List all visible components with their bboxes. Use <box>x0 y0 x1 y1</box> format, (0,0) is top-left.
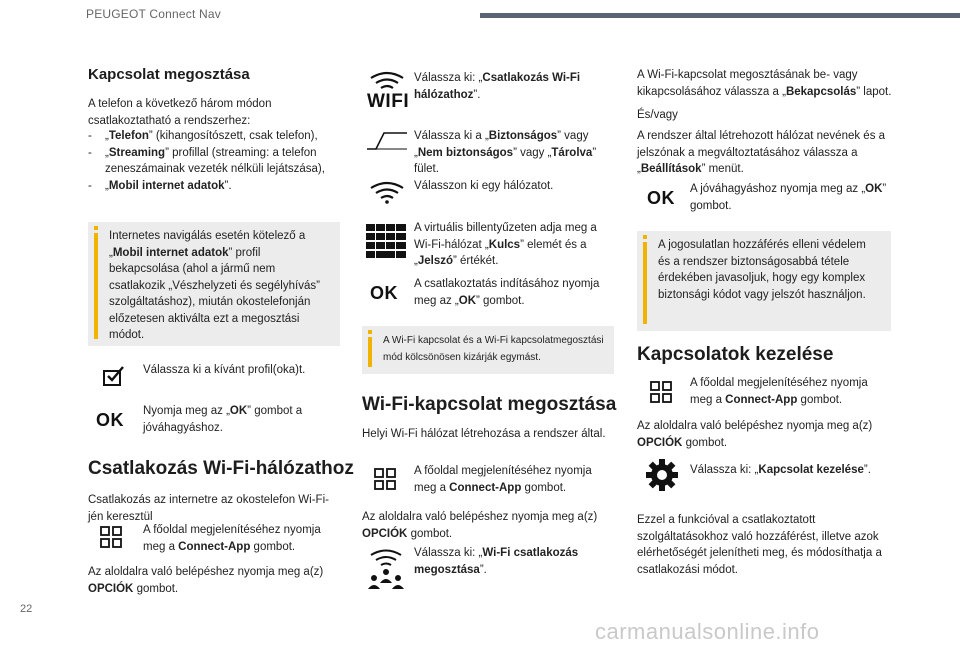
step-select-wifi-share: Válassza ki: „Wi-Fi csatlakozás megosztása”. <box>414 547 579 576</box>
col1-wifi-intro: Csatlakozás az internetre az okostelefon Wi-Fi-jén keresztül <box>88 494 329 523</box>
col2-intro: Helyi Wi-Fi hálózat létrehozása a rendszer által. <box>362 428 606 440</box>
step-select-tab: Válassza ki a „Biztonságos” vagy „Nem biztonságos” vagy „Tárolva” fület. Válasszon ki egy hálózatot. <box>414 130 597 192</box>
step-press-ok: A jóváhagyáshoz nyomja meg az „OK” gombot. <box>690 183 887 212</box>
section-title-manage: Kapcsolatok kezelése <box>637 344 834 365</box>
step-press-ok: Nyomja meg az „OK” gombot a jóváhagyáshoz. <box>143 405 303 434</box>
step-connect-app: A főoldal megjelenítéséhez nyomja meg a Connect-App gombot. <box>690 377 868 406</box>
wifi-icon <box>367 70 407 92</box>
section-title-sharing: Kapcsolat megosztása <box>88 66 250 83</box>
checkbox-icon <box>101 365 125 387</box>
page-number: 22 <box>20 603 33 615</box>
step-connect-app: A főoldal megjelenítéséhez nyomja meg a Connect-App gombot. <box>143 524 321 553</box>
list-item: - „Mobil internet adatok”. <box>88 179 232 192</box>
step-select-manage: Válassza ki: „Kapcsolat kezelése”. <box>690 464 871 476</box>
col1-intro: A telefon a következő három módon csatlakoztatható a rendszerhez: <box>88 98 272 127</box>
ok-icon: OK <box>96 410 124 430</box>
list-item: - „Telefon” (kihangosítószett, csak telefon), <box>88 130 318 142</box>
wifi-label: WIFI <box>367 91 410 112</box>
col3-settings: A rendszer által létrehozott hálózat nevének és a jelszónak a megváltoztatásához válassza a „Beállítások” menüt. <box>637 130 886 175</box>
ok-icon: OK <box>647 188 675 208</box>
connect-app-icon <box>373 467 397 491</box>
header-title: PEUGEOT Connect Nav <box>86 7 221 21</box>
list-item: - „Streaming” profillal (streaming: a telefon zeneszámainak vezeték nélküli lejátszása), <box>88 146 325 175</box>
col3-andor: És/vagy <box>637 109 678 121</box>
gear-icon <box>645 458 679 492</box>
col1-options: Az aloldalra való belépéshez nyomja meg a(z) OPCIÓK gombot. <box>88 566 324 595</box>
header-bar <box>480 13 960 18</box>
section-title-wifi-connect: Csatlakozás Wi-Fi-hálózathoz <box>88 458 354 479</box>
tab-icon <box>366 131 408 151</box>
connect-app-icon <box>99 525 123 549</box>
col3-enable: A Wi-Fi-kapcsolat megosztásának be- vagy kikapcsolásához válassza a „Bekapcsolás” lapot. <box>637 69 892 98</box>
wifi-icon <box>367 180 407 204</box>
step-press-ok: A csatlakoztatás indításához nyomja meg az „OK” gombot. <box>414 278 600 307</box>
col2-options: Az aloldalra való belépéshez nyomja meg a(z) OPCIÓK gombot. <box>362 511 598 540</box>
info-note: Internetes navigálás esetén kötelező a „Mobil internet adatok” profil bekapcsolása (ahol a jármű nem csatlakozik „Vészhelyzeti és segélyhívás” szolgáltatáshoz), miután okostelefonján előzetesen aktiválta ezt a megosztási módot. <box>88 222 340 346</box>
info-note: A jogosulatlan hozzáférés elleni védelem és a rendszer biztonságosabbá tétele érdekében javasoljuk, hogy egy komplex biztonsági kódot vagy jelszót használjon. <box>637 231 891 331</box>
keyboard-icon <box>366 224 406 258</box>
step-connect-app: A főoldal megjelenítéséhez nyomja meg a Connect-App gombot. <box>414 465 592 494</box>
step-select-profile: Válassza ki a kívánt profil(oka)t. <box>143 364 306 376</box>
connect-app-icon <box>649 380 673 404</box>
section-title-wifi-share: Wi-Fi-kapcsolat megosztása <box>362 394 617 415</box>
wifi-share-icon <box>366 547 406 591</box>
watermark: carmanualsonline.info <box>595 619 820 644</box>
step-select-wifi-connect: Válassza ki: „Csatlakozás Wi-Fi hálózathoz”. <box>414 72 581 101</box>
col3-description: Ezzel a funkcióval a csatlakoztatott szolgáltatásokhoz való hozzáférést, illetve azok elérhetőségét jelenítheti meg, és módosíthatja a csatlakozási módot. <box>637 514 882 576</box>
info-icon <box>643 242 647 324</box>
col3-options: Az aloldalra való belépéshez nyomja meg a(z) OPCIÓK gombot. <box>637 420 873 449</box>
ok-icon: OK <box>370 283 398 303</box>
info-icon <box>94 233 98 339</box>
info-icon <box>368 337 372 367</box>
profile-list <box>88 128 344 194</box>
step-enter-key: A virtuális billentyűzeten adja meg a Wi-Fi-hálózat „Kulcs” elemét és a „Jelszó” értékét. <box>414 222 597 267</box>
info-note: A Wi-Fi kapcsolat és a Wi-Fi kapcsolatmegosztási mód kölcsönösen kizárják egymást. <box>362 326 614 374</box>
